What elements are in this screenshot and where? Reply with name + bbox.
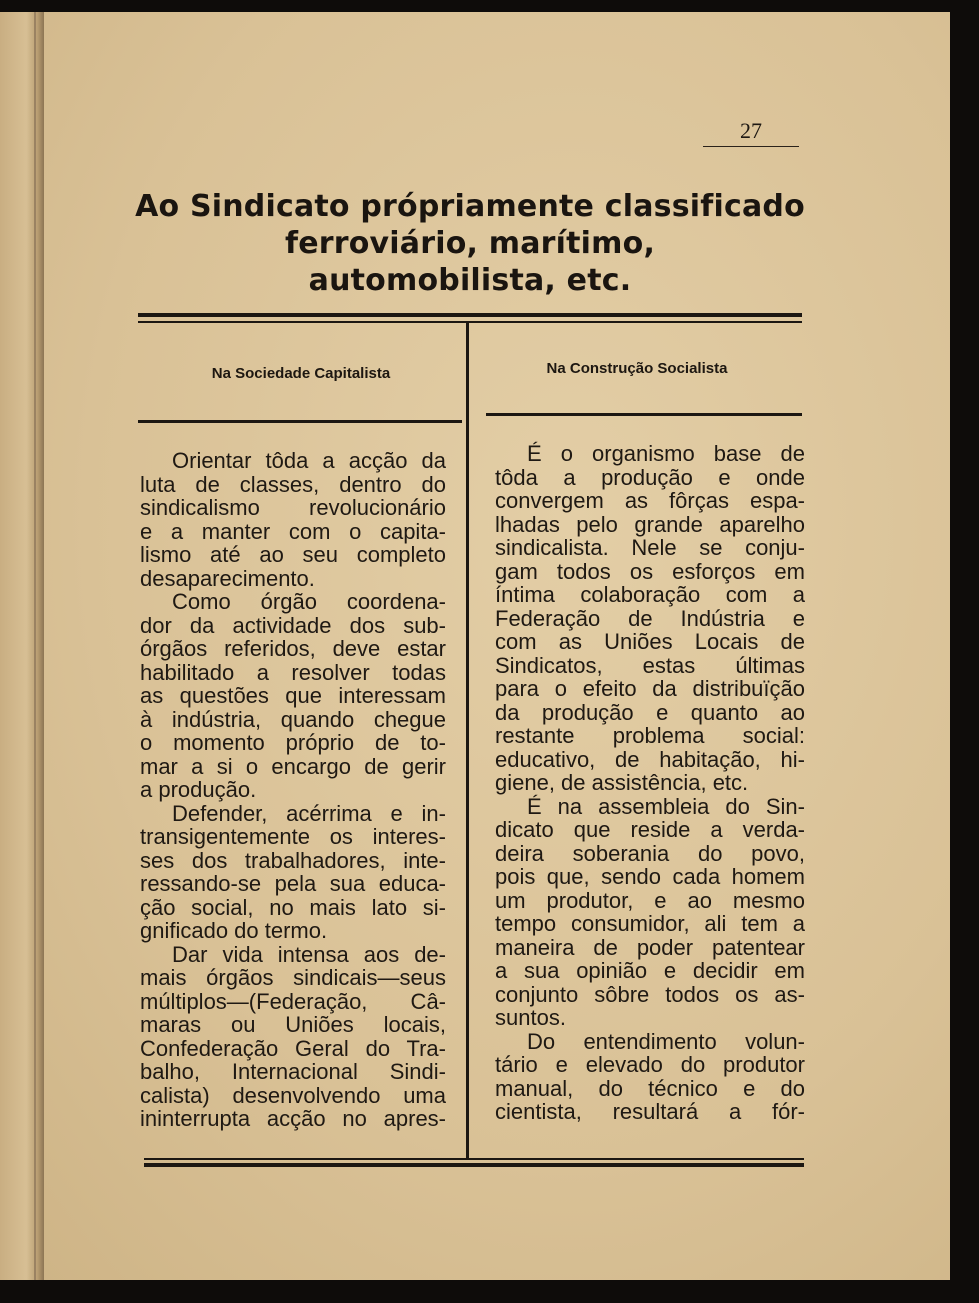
text-line: a produção. — [140, 777, 257, 802]
text-line: transigentemente os interes- — [140, 824, 446, 849]
column-divider — [466, 323, 469, 1158]
left-heading-rule — [138, 420, 462, 423]
text-line: mar a si o encargo de gerir — [140, 753, 446, 779]
title-line-3: automobilista, etc. — [308, 263, 632, 298]
text-line: calista) desenvolvendo uma — [140, 1082, 446, 1108]
text-line: tôda a produção e onde — [495, 464, 805, 490]
text-line: ção social, no mais lato si- — [140, 894, 446, 920]
text-line: deira soberania do povo, — [495, 840, 805, 866]
text-line: tempo consumidor, ali tem a — [495, 911, 805, 936]
bottom-rule-thick — [144, 1163, 804, 1167]
text-line: pois que, sendo cada homem — [495, 864, 805, 889]
text-line: tário e elevado do produtor — [495, 1052, 805, 1077]
title-line-1: Ao Sindicato própriamente classificado — [135, 189, 805, 224]
page-number: 27 — [703, 118, 799, 147]
text-line: Dar vida intensa aos de- — [172, 941, 446, 967]
text-line: dor da actividade dos sub- — [140, 612, 446, 638]
book-gutter — [0, 12, 44, 1280]
text-line: sindicalismo revolucionário — [140, 495, 446, 520]
top-rule-thin — [138, 321, 802, 323]
text-line: maneira de poder patentear — [495, 934, 805, 960]
text-line: sindicalista. Nele se conju- — [495, 535, 805, 560]
text-line: Federação de Indústria e — [495, 605, 805, 631]
text-line: íntima colaboração com a — [495, 582, 805, 607]
text-line: suntos. — [495, 1005, 566, 1030]
text-line: maras ou Uniões locais, — [140, 1012, 446, 1037]
text-line: ressando-se pela sua educa- — [140, 871, 446, 896]
text-line: órgãos referidos, deve estar — [140, 636, 446, 661]
text-line: É na assembleia do Sin- — [527, 793, 805, 819]
text-line: lhadas pelo grande aparelho — [495, 511, 805, 537]
text-line: mais órgãos sindicais—seus — [140, 965, 446, 990]
text-line: habilitado a resolver todas — [140, 659, 446, 685]
text-line: lismo até ao seu completo — [140, 542, 446, 567]
title-line-2: ferroviário, marítimo, — [284, 226, 656, 261]
text-line: É o organismo base de — [527, 441, 805, 466]
text-line: manual, do técnico e do — [495, 1075, 805, 1101]
text-line: para o efeito da distribuïção — [495, 676, 805, 701]
top-rule-thick — [138, 313, 802, 317]
text-line: educativo, de habitação, hi- — [495, 746, 805, 772]
text-line: da produção e quanto ao — [495, 699, 805, 725]
text-line: Sindicatos, estas últimas — [495, 652, 805, 678]
text-line: cientista, resultará a fór- — [495, 1099, 805, 1124]
left-column-heading: Na Sociedade Capitalista — [211, 365, 391, 382]
text-line: luta de classes, dentro do — [140, 471, 446, 497]
text-line: giene, de assistência, etc. — [495, 770, 749, 795]
text-line: gam todos os esforços em — [495, 558, 805, 584]
left-column-text — [140, 449, 446, 1131]
text-line: conjunto sôbre todos os as- — [495, 981, 805, 1007]
right-column-heading: Na Construção Socialista — [546, 360, 728, 377]
text-line: dicato que reside a verda- — [495, 817, 805, 842]
text-line: ininterrupta acção no apres- — [140, 1106, 446, 1131]
text-line: Orientar tôda a acção da — [172, 448, 446, 473]
text-line: Confederação Geral do Tra- — [140, 1035, 446, 1061]
text-line: múltiplos—(Federação, Câ- — [140, 988, 446, 1014]
text-line: restante problema social: — [495, 723, 805, 748]
gutter-fold-line — [34, 12, 36, 1280]
text-line: com as Uniões Locais de — [495, 629, 805, 654]
bottom-rule-thin — [144, 1158, 804, 1160]
text-line: Defender, acérrima e in- — [172, 800, 446, 826]
text-line: balho, Internacional Sindi- — [140, 1059, 446, 1084]
text-line: a sua opinião e decidir em — [495, 958, 805, 983]
text-line: um produtor, e ao mesmo — [495, 887, 805, 913]
text-line: e a manter com o capita- — [140, 518, 446, 544]
right-heading-rule — [486, 413, 802, 416]
right-column-text — [495, 442, 805, 1124]
text-line: as questões que interessam — [140, 683, 446, 708]
text-line: gnificado do termo. — [140, 918, 328, 943]
text-line: ses dos trabalhadores, inte- — [140, 847, 446, 873]
text-line: Como órgão coordena- — [172, 589, 446, 614]
text-line: o momento próprio de to- — [140, 730, 446, 755]
text-line: à indústria, quando chegue — [140, 706, 446, 732]
text-line: desaparecimento. — [140, 565, 315, 591]
text-line: Do entendimento volun- — [527, 1028, 805, 1054]
section-title — [130, 188, 810, 299]
text-line: convergem as fôrças espa- — [495, 488, 805, 513]
